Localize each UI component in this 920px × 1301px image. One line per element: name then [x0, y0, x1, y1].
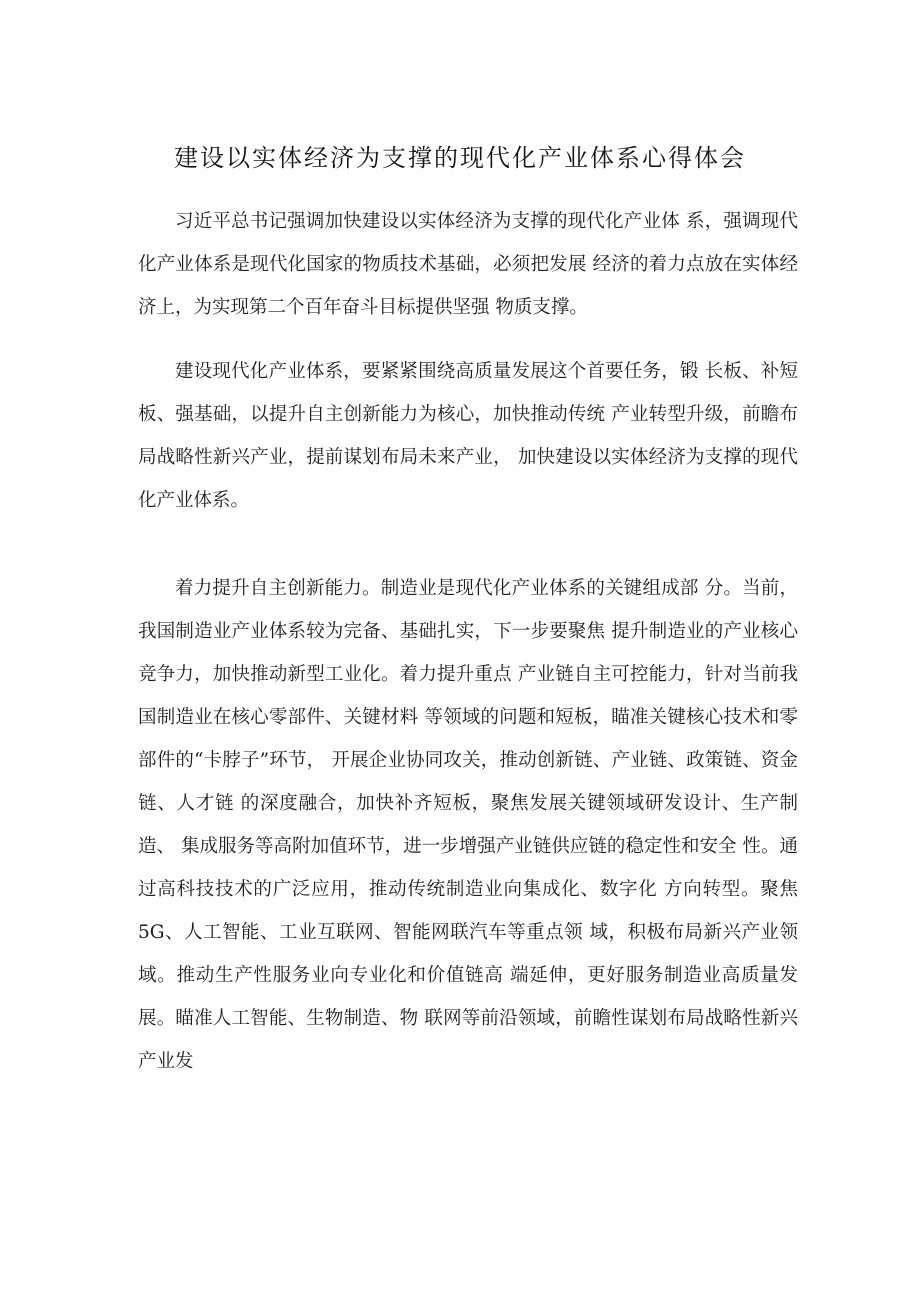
paragraph-1: 习近平总书记强调加快建设以实体经济为支撑的现代化产业体 系，强调现代化产业体系是现代化国家的物质技术基础，必须把发展 经济的着力点放在实体经济上，为实现第二个百年奋斗目标提供坚强 物质支撑。 [138, 211, 798, 318]
document-title: 建设以实体经济为支撑的现代化产业体系心得体会 [174, 144, 746, 172]
paragraph-2: 建设现代化产业体系，要紧紧围绕高质量发展这个首要任务，锻 长板、补短板、强基础，以提升自主创新能力为核心，加快推动传统 产业转型升级，前瞻布局战略性新兴产业，提前谋划布局未来产业， 加快建设以实体经济为支撑的现代化产业体系。 [138, 361, 798, 511]
paragraph-3: 着力提升自主创新能力。制造业是现代化产业体系的关键组成部 分。当前，我国制造业产业体系较为完备、基础扎实，下一步要聚焦 提升制造业的产业核心竞争力，加快推动新型工业化。着力提升重点 产业链自主可控能力，针对当前我国制造业在核心零部件、关键材料 等领域的问题和短板，瞄准关键核心技术和零部件的“卡脖子”环节， 开展企业协同攻关，推动创新链、产业链、政策链、资金链、人才链 的深度融合，加快补齐短板，聚焦发展关键领域研发设计、生产制造、 集成服务等高附加值环节，进一步增强产业链供应链的稳定性和安全 性。通过高科技技术的广泛应用，推动传统制造业向集成化、数字化 方向转型。聚焦5G、人工智能、工业互联网、智能网联汽车等重点领 域，积极布局新兴产业领域。推动生产性服务业向专业化和价值链高 端延伸，更好服务制造业高质量发展。瞄准人工智能、生物制造、物 联网等前沿领域，前瞻性谋划布局战略性新兴产业发 [138, 578, 798, 1072]
